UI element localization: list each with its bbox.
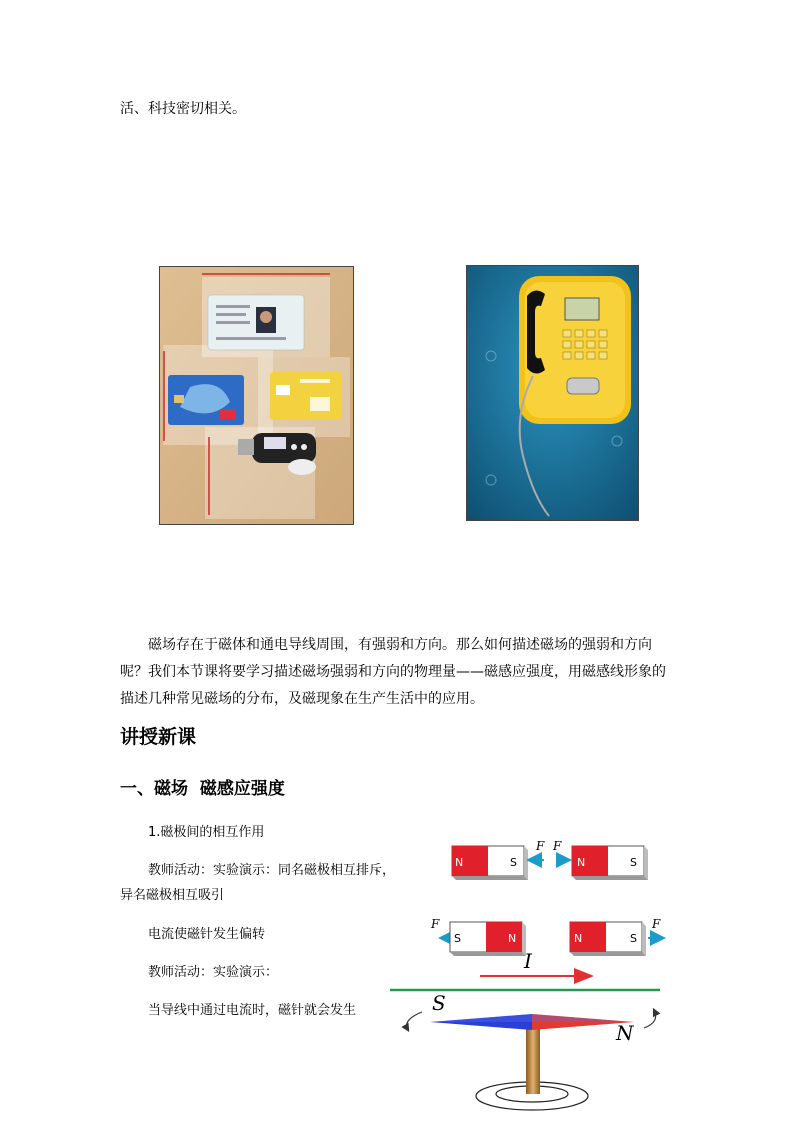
label-current: I [524,949,532,973]
label-s-top-left: S [510,856,517,869]
payphone-photo [466,265,639,521]
label-n-top-left: N [455,856,464,869]
id-cards-photo-drawing [160,267,353,524]
rotation-arrow-right [644,1010,656,1028]
subsection-heading: 一、磁场 磁感应强度 [120,779,285,799]
current-needle-diagram [390,949,670,1116]
stand-pole [526,1022,540,1094]
teacher-activity-1: 教师活动：实验演示：同名磁极相互排斥， [148,863,396,878]
label-needle-s: S [432,991,446,1015]
label-s-top-right: S [630,856,637,869]
label-n-top-right: N [577,856,586,869]
label-f-bottom-right: F [652,917,661,931]
id-cards-photo [159,266,354,525]
label-s-bottom-left: S [454,932,461,945]
label-f-top-left: F [536,839,545,853]
magnet-interaction-diagram [431,836,680,956]
label-f-top-right: F [553,839,562,853]
item1-heading: 1.磁极间的相互作用 [148,825,265,840]
label-needle-n: N [616,1021,634,1045]
top-line: 活、科技密切相关。 [120,101,246,117]
label-s-bottom-right: S [630,932,637,945]
current-passing-text: 当导线中通过电流时，磁针就会发生 [148,1003,357,1018]
intro-paragraph: 磁场存在于磁体和通电导线周围，有强弱和方向。那么如何描述磁场的强弱和方向呢？我们本节课将要学习描述磁场强弱和方向的物理量——磁感应强度，用磁感线形象的描述几种常见磁场的分布，及磁现象在生产生活中的应用。 [120,637,666,707]
payphone-photo-drawing [467,266,638,520]
teacher-activity-1-continued: 异名磁极相互吸引 [120,888,225,903]
label-n-bottom-left: N [508,932,517,945]
section-heading: 讲授新课 [120,726,197,748]
rotation-arrow-left [407,1012,422,1030]
label-f-bottom-left: F [431,917,440,931]
label-n-bottom-right: N [574,932,583,945]
current-deflect-heading: 电流使磁针发生偏转 [148,927,266,942]
teacher-activity-2: 教师活动：实验演示： [148,965,279,980]
